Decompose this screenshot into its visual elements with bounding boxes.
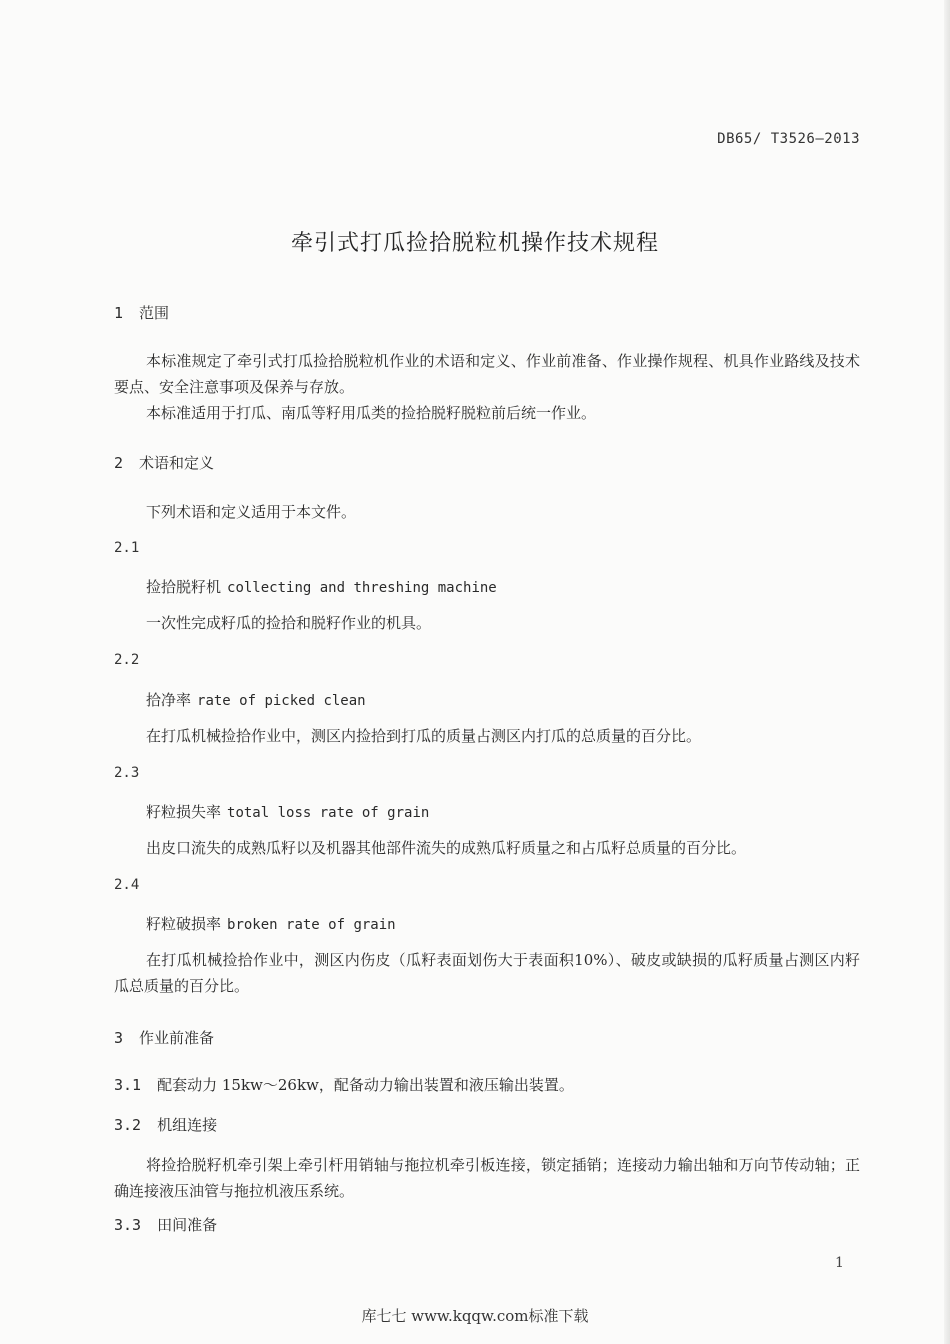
- clause-number: 3.3: [114, 1216, 142, 1234]
- term-entry: [146, 576, 497, 597]
- clause-number: 2.4: [114, 877, 140, 893]
- section-number: 2: [114, 454, 124, 472]
- clause-3-2-text: 将捡拾脱籽机牵引架上牵引杆用销轴与拖拉机牵引板连接，锁定插销；连接动力输出轴和万向节传动轴；正确连接液压油管与拖拉机液压系统。: [114, 1156, 860, 1200]
- section-title: 术语和定义: [139, 454, 215, 472]
- term-zh: 捡拾脱籽机: [146, 578, 222, 596]
- term-definition: 一次性完成籽瓜的捡拾和脱籽作业的机具。: [146, 614, 432, 632]
- clause-number: 3.2: [114, 1116, 142, 1134]
- section-2-intro: 下列术语和定义适用于本文件。: [146, 503, 357, 521]
- clause-3-2-heading: [114, 1114, 217, 1135]
- section-1-paragraph-2: 本标准适用于打瓜、南瓜等籽用瓜类的捡拾脱籽脱粒前后统一作业。: [146, 404, 597, 422]
- section-3-heading: [114, 1027, 214, 1048]
- section-number: 1: [114, 304, 124, 322]
- section-number: 3: [114, 1029, 124, 1047]
- term-en: broken rate of grain: [227, 917, 396, 933]
- clause-number: 2.2: [114, 652, 140, 668]
- term-definition: 在打瓜机械捡拾作业中，测区内捡拾到打瓜的质量占测区内打瓜的总质量的百分比。: [146, 727, 702, 745]
- term-definition: 在打瓜机械捡拾作业中，测区内伤皮（瓜籽表面划伤大于表面积10%）、破皮或缺损的瓜籽质量占测区内籽瓜总质量的百分比。: [114, 951, 860, 995]
- term-en: collecting and threshing machine: [227, 580, 497, 596]
- scan-edge-shadow: [944, 0, 950, 1344]
- term-zh: 籽粒损失率: [146, 803, 222, 821]
- clause-number: 3.1: [114, 1076, 142, 1094]
- section-title: 作业前准备: [139, 1029, 215, 1047]
- term-entry: [146, 689, 366, 710]
- section-1-heading: [114, 302, 169, 323]
- section-title: 范围: [139, 304, 170, 322]
- section-1-paragraph-1: 本标准规定了牵引式打瓜捡拾脱粒机作业的术语和定义、作业前准备、作业操作规程、机具作业路线及技术要点、安全注意事项及保养与存放。: [114, 352, 860, 396]
- term-entry: [146, 913, 396, 934]
- clause-3-3-heading: [114, 1214, 217, 1235]
- document-title: 牵引式打瓜捡拾脱粒机操作技术规程: [290, 231, 659, 256]
- page-number: 1: [835, 1255, 844, 1271]
- document-code: DB65/ T3526—2013: [717, 131, 860, 147]
- term-zh: 拾净率: [146, 691, 192, 709]
- term-en: total loss rate of grain: [227, 805, 430, 821]
- term-entry: [146, 801, 429, 822]
- term-definition: 出皮口流失的成熟瓜籽以及机器其他部件流失的成熟瓜籽质量之和占瓜籽总质量的百分比。: [146, 839, 747, 857]
- clause-number: 2.1: [114, 540, 140, 556]
- clause-title: 田间准备: [157, 1216, 218, 1234]
- term-en: rate of picked clean: [197, 693, 366, 709]
- section-2-heading: [114, 452, 214, 473]
- clause-title: 机组连接: [157, 1116, 218, 1134]
- clause-number: 2.3: [114, 765, 140, 781]
- clause-text: 配套动力 15kw～26kw，配备动力输出装置和液压输出装置。: [157, 1076, 574, 1094]
- clause-3-1: [114, 1074, 574, 1095]
- footer-watermark: 库七七 www.kqqw.com标准下载: [361, 1307, 589, 1325]
- term-zh: 籽粒破损率: [146, 915, 222, 933]
